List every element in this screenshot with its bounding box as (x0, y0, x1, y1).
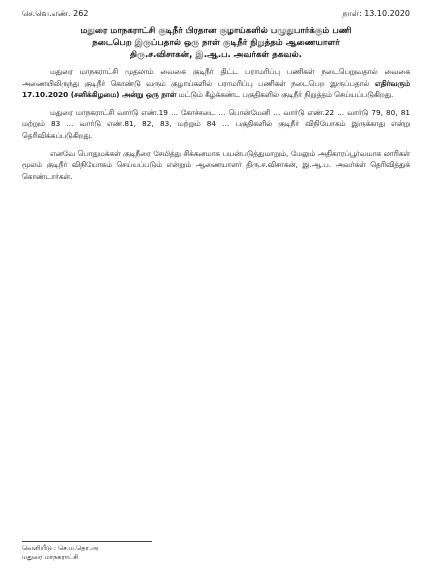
para1-outro: மட்டும் கீழ்க்கண்ட பகுதிகளில் குடிநீர் நிறுத்தம் செய்யப்படுகிறது. (178, 90, 394, 100)
shutdown-date: எதிர்வரும் 17.10.2020 (சனிக்கிழமை) அன்று ஒரு நாள் (22, 78, 410, 100)
heading-line-1: மதுரை மாநகராட்சி குடிநீர் பிரதான குழாய்களில் பழுதுபார்க்கும் பணி (80, 26, 352, 36)
release-meta (22, 8, 410, 19)
release-body (22, 66, 410, 182)
release-number: செ.வெ.எண். 262 (22, 9, 89, 18)
footer-divider (22, 541, 152, 542)
release-footer (22, 541, 152, 562)
release-date: நாள்: 13.10.2020 (342, 9, 410, 18)
body-paragraph-1 (22, 66, 410, 101)
body-paragraph-2: மதுரை மாநகராட்சி வார்டு எண்.19 ... கோச்சடை ... பொன்மேனி ... வார்டு எண்.22 ... வார்டு 79, 80, 81 மற்றும் 83 ... வார்டு எண்.81, 82, 83, மற்றும் 84 ... பகுதிகளில் குடிநீர் விநியோகம் இருக்காது என்று தெரிவிக்கப்படுகிறது. (22, 107, 410, 140)
body-paragraph-3: எனவே பொதுமக்கள் குடிநீரை சேமித்து சிக்கனமாக பயன்படுத்துமாறும், மேலும் அதிகாரப்பூர்வமாக லாரிகள் மூலம் குடிநீர் விநியோகம் செய்யப்படும் என்றும் ஆணையாளர் திரு.ச.விசாகன், இ.ஆ.ப. அவர்கள் தெரிவித்துக் கொண்டார்கள். (22, 148, 410, 181)
release-heading (22, 25, 410, 61)
footer-issuer: வெளியீடு : செ.ம.தொ.அ (22, 544, 99, 552)
footer-organisation: மதுரை மாநகராட்சி (22, 553, 79, 561)
heading-line-2: நடைபெற இருப்பதால் ஒரு நாள் குடிநீர் நிறுத்தம் ஆணையாளர் (92, 38, 340, 48)
para1-intro: மதுரை மாநகராட்சி முதலாம் வைகை குடிநீர் திட்ட பராமரிப்பு பணிகள் நடைபெறுவதால் வைகை அணையிலிருந்து குடிநீர் கொண்டு வரும் குழாய்களில் பராமரிப்பு பணிகள் நடைபெற இருப்பதால் (22, 67, 410, 88)
heading-line-3: திரு.ச.விசாகன், இ.ஆ.ப. அவர்கள் தகவல். (129, 50, 303, 60)
